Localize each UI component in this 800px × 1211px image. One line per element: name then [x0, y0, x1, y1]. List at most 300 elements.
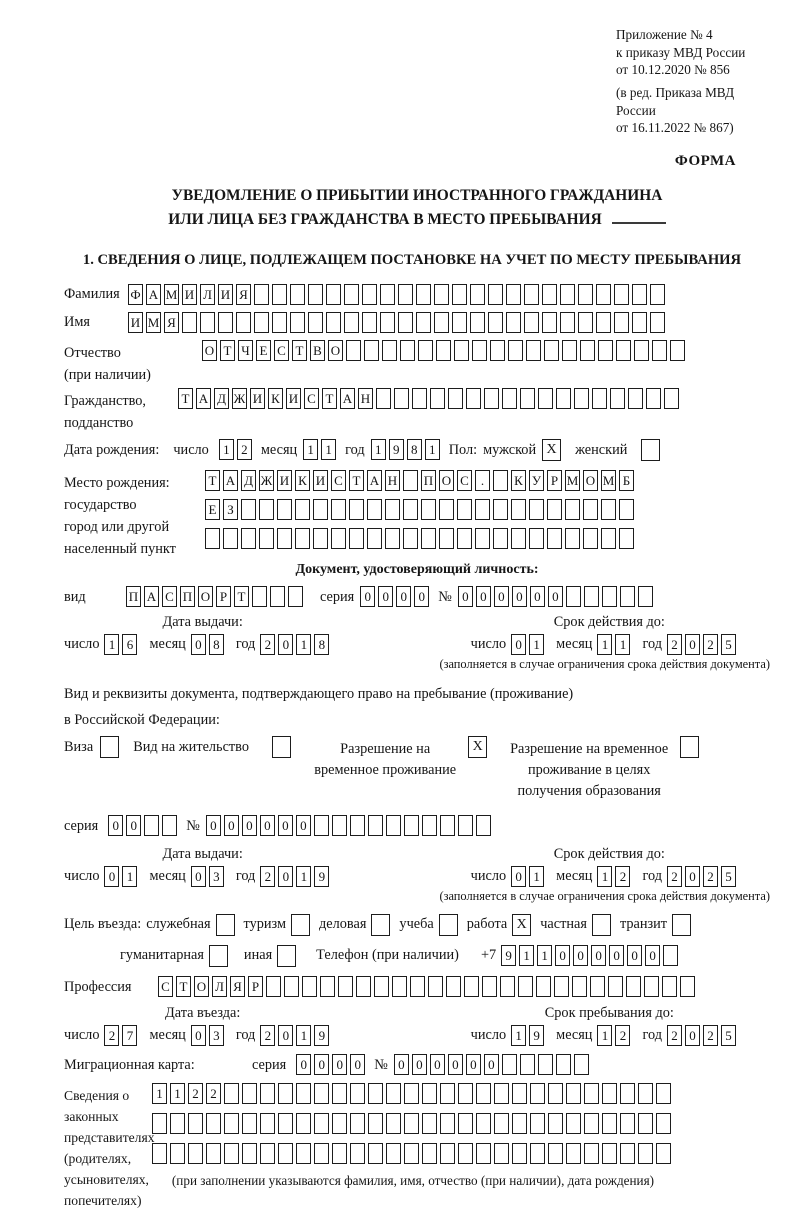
char-cell[interactable]: 2: [206, 1083, 221, 1104]
char-cell[interactable]: [277, 528, 292, 549]
doc-issue-month-grid[interactable]: [191, 634, 227, 655]
char-cell[interactable]: 0: [476, 586, 491, 607]
citizenship-grid[interactable]: [178, 388, 682, 409]
char-cell[interactable]: И: [313, 470, 328, 491]
char-cell[interactable]: [410, 976, 425, 997]
char-cell[interactable]: Т: [176, 976, 191, 997]
char-cell[interactable]: [242, 1113, 257, 1134]
char-cell[interactable]: 2: [260, 866, 275, 887]
char-cell[interactable]: 8: [407, 439, 422, 460]
char-cell[interactable]: 9: [501, 945, 516, 966]
char-cell[interactable]: 0: [645, 945, 660, 966]
doc-issue-day-grid[interactable]: [104, 634, 140, 655]
char-cell[interactable]: Р: [248, 976, 263, 997]
char-cell[interactable]: [536, 976, 551, 997]
char-cell[interactable]: [439, 499, 454, 520]
char-cell[interactable]: [524, 284, 539, 305]
char-cell[interactable]: [188, 1143, 203, 1164]
char-cell[interactable]: 0: [191, 1025, 206, 1046]
temp-residence-checkbox[interactable]: X: [468, 736, 487, 758]
char-cell[interactable]: [646, 388, 661, 409]
char-cell[interactable]: 1: [321, 439, 336, 460]
char-cell[interactable]: 1: [425, 439, 440, 460]
char-cell[interactable]: [162, 815, 177, 836]
char-cell[interactable]: [252, 586, 267, 607]
char-cell[interactable]: [632, 312, 647, 333]
char-cell[interactable]: [224, 1113, 239, 1134]
char-cell[interactable]: М: [164, 284, 179, 305]
char-cell[interactable]: Я: [236, 284, 251, 305]
char-cell[interactable]: [572, 976, 587, 997]
char-cell[interactable]: [464, 976, 479, 997]
char-cell[interactable]: [494, 1113, 509, 1134]
char-cell[interactable]: 0: [685, 634, 700, 655]
char-cell[interactable]: [601, 528, 616, 549]
char-cell[interactable]: Ж: [232, 388, 247, 409]
char-cell[interactable]: [392, 976, 407, 997]
char-cell[interactable]: А: [223, 470, 238, 491]
char-cell[interactable]: [512, 1083, 527, 1104]
char-cell[interactable]: И: [250, 388, 265, 409]
char-cell[interactable]: [526, 340, 541, 361]
char-cell[interactable]: [529, 528, 544, 549]
entry-month-grid[interactable]: [191, 1025, 227, 1046]
char-cell[interactable]: [494, 1143, 509, 1164]
char-cell[interactable]: 0: [466, 1054, 481, 1075]
char-cell[interactable]: [332, 815, 347, 836]
char-cell[interactable]: 5: [721, 634, 736, 655]
char-cell[interactable]: 0: [448, 1054, 463, 1075]
birth-place-row2-grid[interactable]: [205, 499, 637, 520]
purpose-tourism-checkbox[interactable]: [291, 914, 310, 936]
char-cell[interactable]: С: [274, 340, 289, 361]
char-cell[interactable]: 0: [511, 866, 526, 887]
char-cell[interactable]: Р: [216, 586, 231, 607]
char-cell[interactable]: [200, 312, 215, 333]
char-cell[interactable]: 0: [191, 866, 206, 887]
char-cell[interactable]: [544, 340, 559, 361]
char-cell[interactable]: [302, 976, 317, 997]
char-cell[interactable]: 0: [224, 815, 239, 836]
migration-card-series-grid[interactable]: [296, 1054, 368, 1075]
char-cell[interactable]: 0: [412, 1054, 427, 1075]
purpose-official-checkbox[interactable]: [216, 914, 235, 936]
char-cell[interactable]: 7: [122, 1025, 137, 1046]
char-cell[interactable]: [530, 1113, 545, 1134]
char-cell[interactable]: [380, 284, 395, 305]
char-cell[interactable]: [520, 388, 535, 409]
char-cell[interactable]: [152, 1113, 167, 1134]
char-cell[interactable]: [394, 388, 409, 409]
char-cell[interactable]: О: [583, 470, 598, 491]
char-cell[interactable]: [314, 1083, 329, 1104]
char-cell[interactable]: 1: [597, 634, 612, 655]
rvp-issue-day-grid[interactable]: [104, 866, 140, 887]
char-cell[interactable]: Н: [358, 388, 373, 409]
char-cell[interactable]: [518, 976, 533, 997]
migration-card-number-grid[interactable]: [394, 1054, 592, 1075]
char-cell[interactable]: Я: [230, 976, 245, 997]
char-cell[interactable]: А: [146, 284, 161, 305]
doc-series-grid[interactable]: [360, 586, 432, 607]
char-cell[interactable]: Л: [212, 976, 227, 997]
char-cell[interactable]: 0: [278, 815, 293, 836]
char-cell[interactable]: [346, 340, 361, 361]
char-cell[interactable]: 0: [296, 815, 311, 836]
char-cell[interactable]: [368, 1083, 383, 1104]
char-cell[interactable]: [266, 976, 281, 997]
char-cell[interactable]: [578, 312, 593, 333]
rvp-valid-year-grid[interactable]: [667, 866, 739, 887]
char-cell[interactable]: [308, 312, 323, 333]
birth-day-grid[interactable]: [219, 439, 255, 460]
char-cell[interactable]: 2: [237, 439, 252, 460]
char-cell[interactable]: [308, 284, 323, 305]
char-cell[interactable]: К: [268, 388, 283, 409]
char-cell[interactable]: [242, 1083, 257, 1104]
char-cell[interactable]: 2: [104, 1025, 119, 1046]
char-cell[interactable]: [313, 499, 328, 520]
char-cell[interactable]: М: [565, 470, 580, 491]
char-cell[interactable]: [440, 815, 455, 836]
char-cell[interactable]: [542, 284, 557, 305]
char-cell[interactable]: [560, 312, 575, 333]
char-cell[interactable]: [602, 586, 617, 607]
char-cell[interactable]: [254, 312, 269, 333]
char-cell[interactable]: Т: [292, 340, 307, 361]
char-cell[interactable]: [412, 388, 427, 409]
char-cell[interactable]: [472, 340, 487, 361]
visa-checkbox[interactable]: [100, 736, 119, 758]
char-cell[interactable]: [554, 976, 569, 997]
char-cell[interactable]: [440, 1083, 455, 1104]
char-cell[interactable]: 1: [152, 1083, 167, 1104]
char-cell[interactable]: [170, 1113, 185, 1134]
char-cell[interactable]: [584, 1083, 599, 1104]
char-cell[interactable]: [529, 499, 544, 520]
char-cell[interactable]: [592, 388, 607, 409]
char-cell[interactable]: А: [340, 388, 355, 409]
char-cell[interactable]: 0: [548, 586, 563, 607]
char-cell[interactable]: 8: [209, 634, 224, 655]
char-cell[interactable]: [385, 528, 400, 549]
patronymic-grid[interactable]: [202, 340, 688, 361]
char-cell[interactable]: 2: [703, 1025, 718, 1046]
char-cell[interactable]: 2: [615, 1025, 630, 1046]
char-cell[interactable]: [314, 1113, 329, 1134]
char-cell[interactable]: [548, 1113, 563, 1134]
char-cell[interactable]: [556, 388, 571, 409]
char-cell[interactable]: [656, 1143, 671, 1164]
char-cell[interactable]: [620, 1143, 635, 1164]
char-cell[interactable]: 0: [191, 634, 206, 655]
char-cell[interactable]: [584, 586, 599, 607]
doc-valid-year-grid[interactable]: [667, 634, 739, 655]
doc-valid-day-grid[interactable]: [511, 634, 547, 655]
char-cell[interactable]: [560, 284, 575, 305]
char-cell[interactable]: Д: [214, 388, 229, 409]
char-cell[interactable]: 0: [685, 866, 700, 887]
char-cell[interactable]: [326, 284, 341, 305]
char-cell[interactable]: [638, 1143, 653, 1164]
stay-day-grid[interactable]: [511, 1025, 547, 1046]
char-cell[interactable]: 0: [396, 586, 411, 607]
char-cell[interactable]: [524, 312, 539, 333]
char-cell[interactable]: [619, 499, 634, 520]
char-cell[interactable]: [458, 1113, 473, 1134]
char-cell[interactable]: [475, 499, 490, 520]
char-cell[interactable]: [331, 499, 346, 520]
temp-residence-edu-checkbox[interactable]: [680, 736, 699, 758]
char-cell[interactable]: [320, 976, 335, 997]
char-cell[interactable]: [386, 1143, 401, 1164]
char-cell[interactable]: [470, 284, 485, 305]
char-cell[interactable]: [260, 1143, 275, 1164]
char-cell[interactable]: 0: [394, 1054, 409, 1075]
char-cell[interactable]: [272, 312, 287, 333]
char-cell[interactable]: [422, 1083, 437, 1104]
char-cell[interactable]: [188, 1113, 203, 1134]
char-cell[interactable]: 2: [667, 1025, 682, 1046]
sex-female-checkbox[interactable]: [641, 439, 660, 461]
rvp-issue-year-grid[interactable]: [260, 866, 332, 887]
char-cell[interactable]: [403, 470, 418, 491]
char-cell[interactable]: А: [367, 470, 382, 491]
char-cell[interactable]: [428, 976, 443, 997]
char-cell[interactable]: [596, 312, 611, 333]
char-cell[interactable]: 0: [555, 945, 570, 966]
char-cell[interactable]: [374, 976, 389, 997]
char-cell[interactable]: [566, 1083, 581, 1104]
char-cell[interactable]: Л: [200, 284, 215, 305]
char-cell[interactable]: 0: [104, 866, 119, 887]
char-cell[interactable]: [502, 1054, 517, 1075]
representatives-row3-grid[interactable]: [152, 1143, 674, 1164]
char-cell[interactable]: Е: [256, 340, 271, 361]
char-cell[interactable]: 0: [206, 815, 221, 836]
char-cell[interactable]: [224, 1083, 239, 1104]
char-cell[interactable]: [362, 312, 377, 333]
char-cell[interactable]: 1: [219, 439, 234, 460]
char-cell[interactable]: [476, 815, 491, 836]
char-cell[interactable]: [598, 340, 613, 361]
char-cell[interactable]: [277, 499, 292, 520]
char-cell[interactable]: [680, 976, 695, 997]
purpose-study-checkbox[interactable]: [439, 914, 458, 936]
rvp-number-grid[interactable]: [206, 815, 494, 836]
char-cell[interactable]: [632, 284, 647, 305]
char-cell[interactable]: И: [128, 312, 143, 333]
char-cell[interactable]: [476, 1143, 491, 1164]
char-cell[interactable]: 1: [371, 439, 386, 460]
char-cell[interactable]: [584, 1113, 599, 1134]
char-cell[interactable]: [386, 1083, 401, 1104]
char-cell[interactable]: Т: [234, 586, 249, 607]
purpose-private-checkbox[interactable]: [592, 914, 611, 936]
char-cell[interactable]: [367, 499, 382, 520]
char-cell[interactable]: Р: [547, 470, 562, 491]
char-cell[interactable]: [493, 499, 508, 520]
char-cell[interactable]: [332, 1143, 347, 1164]
char-cell[interactable]: 0: [314, 1054, 329, 1075]
char-cell[interactable]: [350, 1083, 365, 1104]
char-cell[interactable]: С: [457, 470, 472, 491]
char-cell[interactable]: [626, 976, 641, 997]
char-cell[interactable]: 0: [242, 815, 257, 836]
char-cell[interactable]: [511, 499, 526, 520]
char-cell[interactable]: С: [331, 470, 346, 491]
purpose-work-checkbox[interactable]: X: [512, 914, 531, 936]
char-cell[interactable]: [205, 528, 220, 549]
char-cell[interactable]: [644, 976, 659, 997]
char-cell[interactable]: [314, 1143, 329, 1164]
char-cell[interactable]: [670, 340, 685, 361]
char-cell[interactable]: 9: [529, 1025, 544, 1046]
char-cell[interactable]: [512, 1143, 527, 1164]
surname-grid[interactable]: [128, 284, 668, 305]
char-cell[interactable]: Т: [178, 388, 193, 409]
char-cell[interactable]: [634, 340, 649, 361]
char-cell[interactable]: [614, 312, 629, 333]
char-cell[interactable]: 1: [511, 1025, 526, 1046]
char-cell[interactable]: 2: [260, 634, 275, 655]
char-cell[interactable]: 6: [122, 634, 137, 655]
char-cell[interactable]: [254, 284, 269, 305]
char-cell[interactable]: [500, 976, 515, 997]
char-cell[interactable]: [488, 312, 503, 333]
char-cell[interactable]: 0: [278, 634, 293, 655]
char-cell[interactable]: И: [277, 470, 292, 491]
char-cell[interactable]: [610, 388, 625, 409]
char-cell[interactable]: [566, 1113, 581, 1134]
char-cell[interactable]: [422, 815, 437, 836]
char-cell[interactable]: [290, 312, 305, 333]
char-cell[interactable]: 3: [209, 1025, 224, 1046]
char-cell[interactable]: 3: [209, 866, 224, 887]
char-cell[interactable]: [566, 1143, 581, 1164]
char-cell[interactable]: 5: [721, 1025, 736, 1046]
char-cell[interactable]: [350, 1113, 365, 1134]
char-cell[interactable]: [331, 528, 346, 549]
char-cell[interactable]: [296, 1083, 311, 1104]
stay-month-grid[interactable]: [597, 1025, 633, 1046]
char-cell[interactable]: [236, 312, 251, 333]
char-cell[interactable]: [547, 528, 562, 549]
char-cell[interactable]: [376, 388, 391, 409]
char-cell[interactable]: 5: [721, 866, 736, 887]
char-cell[interactable]: Т: [220, 340, 235, 361]
char-cell[interactable]: Т: [205, 470, 220, 491]
sex-male-checkbox[interactable]: X: [542, 439, 561, 461]
char-cell[interactable]: 0: [360, 586, 375, 607]
char-cell[interactable]: М: [601, 470, 616, 491]
char-cell[interactable]: [470, 312, 485, 333]
doc-valid-month-grid[interactable]: [597, 634, 633, 655]
char-cell[interactable]: [403, 499, 418, 520]
char-cell[interactable]: 1: [104, 634, 119, 655]
char-cell[interactable]: [421, 499, 436, 520]
char-cell[interactable]: [278, 1143, 293, 1164]
char-cell[interactable]: [466, 388, 481, 409]
doc-issue-year-grid[interactable]: [260, 634, 332, 655]
char-cell[interactable]: 2: [615, 866, 630, 887]
char-cell[interactable]: [538, 388, 553, 409]
char-cell[interactable]: [206, 1143, 221, 1164]
purpose-business-checkbox[interactable]: [371, 914, 390, 936]
char-cell[interactable]: 0: [512, 586, 527, 607]
char-cell[interactable]: [416, 312, 431, 333]
char-cell[interactable]: [416, 284, 431, 305]
char-cell[interactable]: Б: [619, 470, 634, 491]
char-cell[interactable]: [502, 388, 517, 409]
char-cell[interactable]: П: [180, 586, 195, 607]
char-cell[interactable]: [446, 976, 461, 997]
char-cell[interactable]: 1: [122, 866, 137, 887]
char-cell[interactable]: [398, 312, 413, 333]
char-cell[interactable]: [602, 1143, 617, 1164]
char-cell[interactable]: [170, 1143, 185, 1164]
profession-grid[interactable]: [158, 976, 698, 997]
char-cell[interactable]: [494, 1083, 509, 1104]
char-cell[interactable]: [508, 340, 523, 361]
char-cell[interactable]: 1: [529, 634, 544, 655]
char-cell[interactable]: [206, 1113, 221, 1134]
char-cell[interactable]: [430, 388, 445, 409]
char-cell[interactable]: [656, 1083, 671, 1104]
char-cell[interactable]: [349, 528, 364, 549]
char-cell[interactable]: 0: [609, 945, 624, 966]
char-cell[interactable]: [619, 528, 634, 549]
char-cell[interactable]: [364, 340, 379, 361]
char-cell[interactable]: [565, 528, 580, 549]
char-cell[interactable]: [565, 499, 580, 520]
char-cell[interactable]: [662, 976, 677, 997]
char-cell[interactable]: 0: [573, 945, 588, 966]
char-cell[interactable]: [368, 1113, 383, 1134]
char-cell[interactable]: [403, 528, 418, 549]
char-cell[interactable]: [488, 284, 503, 305]
char-cell[interactable]: К: [511, 470, 526, 491]
char-cell[interactable]: 0: [260, 815, 275, 836]
char-cell[interactable]: [288, 586, 303, 607]
char-cell[interactable]: [448, 388, 463, 409]
char-cell[interactable]: [656, 1113, 671, 1134]
char-cell[interactable]: 0: [458, 586, 473, 607]
char-cell[interactable]: [422, 1113, 437, 1134]
char-cell[interactable]: [152, 1143, 167, 1164]
char-cell[interactable]: .: [475, 470, 490, 491]
char-cell[interactable]: О: [439, 470, 454, 491]
char-cell[interactable]: [278, 1083, 293, 1104]
entry-day-grid[interactable]: [104, 1025, 140, 1046]
char-cell[interactable]: 9: [314, 1025, 329, 1046]
char-cell[interactable]: [338, 976, 353, 997]
char-cell[interactable]: [650, 284, 665, 305]
char-cell[interactable]: 0: [126, 815, 141, 836]
char-cell[interactable]: [562, 340, 577, 361]
char-cell[interactable]: [616, 340, 631, 361]
char-cell[interactable]: 1: [303, 439, 318, 460]
char-cell[interactable]: [484, 388, 499, 409]
char-cell[interactable]: Н: [385, 470, 400, 491]
char-cell[interactable]: 0: [414, 586, 429, 607]
char-cell[interactable]: [538, 1054, 553, 1075]
char-cell[interactable]: [638, 1113, 653, 1134]
char-cell[interactable]: [580, 340, 595, 361]
char-cell[interactable]: [314, 815, 329, 836]
char-cell[interactable]: 1: [296, 1025, 311, 1046]
residence-permit-checkbox[interactable]: [272, 736, 291, 758]
